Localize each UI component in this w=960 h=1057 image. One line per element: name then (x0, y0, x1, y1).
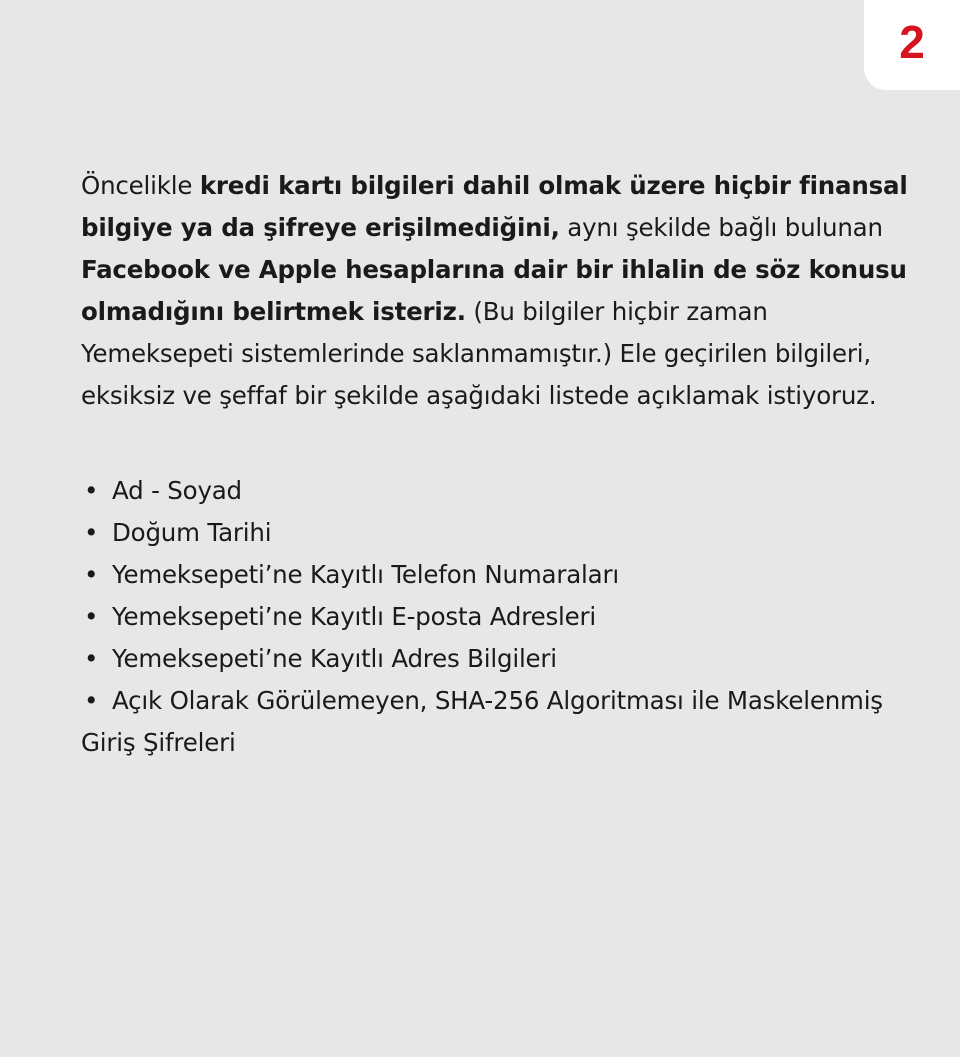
page-number: 2 (899, 16, 925, 68)
intro-emphasis-accounts: Facebook ve Apple hesaplarına dair bir ihlalin de söz konusu olmadığını belirtmek isteriz. (81, 255, 907, 326)
intro-text: (Bu bilgiler hiçbir zaman Yemeksepeti sistemlerinde saklanmamıştır.) Ele geçirilen bilgileri, eksiksiz ve şeffaf bir şekilde aşağıdaki listede açıklamak istiyoruz. (81, 297, 877, 410)
list-item (81, 554, 927, 596)
intro-paragraph (81, 165, 927, 417)
list-item-label: Açık Olarak Görülemeyen, SHA-256 Algoritması ile Maskelenmiş Giriş Şifreleri (81, 686, 883, 757)
list-item (81, 470, 927, 512)
page-number-badge (864, 0, 960, 90)
bullet-icon: • (84, 686, 99, 715)
bullet-icon: • (84, 518, 99, 547)
list-item (81, 638, 927, 680)
bullet-icon: • (84, 560, 99, 589)
list-item (81, 596, 927, 638)
list-item (81, 680, 927, 764)
list-item-label: Ad - Soyad (112, 476, 242, 505)
list-item-label: Yemeksepeti’ne Kayıtlı Adres Bilgileri (112, 644, 557, 673)
list-item-label: Yemeksepeti’ne Kayıtlı Telefon Numaraları (112, 560, 619, 589)
list-item-label: Doğum Tarihi (112, 518, 272, 547)
intro-text: Öncelikle (81, 171, 200, 200)
list-item (81, 512, 927, 554)
leaked-data-list (81, 470, 927, 764)
bullet-icon: • (84, 602, 99, 631)
bullet-icon: • (84, 644, 99, 673)
statement-content (81, 165, 927, 764)
list-item-label: Yemeksepeti’ne Kayıtlı E-posta Adresleri (112, 602, 596, 631)
intro-text: aynı şekilde bağlı bulunan (559, 213, 883, 242)
intro-emphasis-financial: kredi kartı bilgileri dahil olmak üzere hiçbir finansal bilgiye ya da şifreye erişilmediğini, (81, 171, 908, 242)
bullet-icon: • (84, 476, 99, 505)
